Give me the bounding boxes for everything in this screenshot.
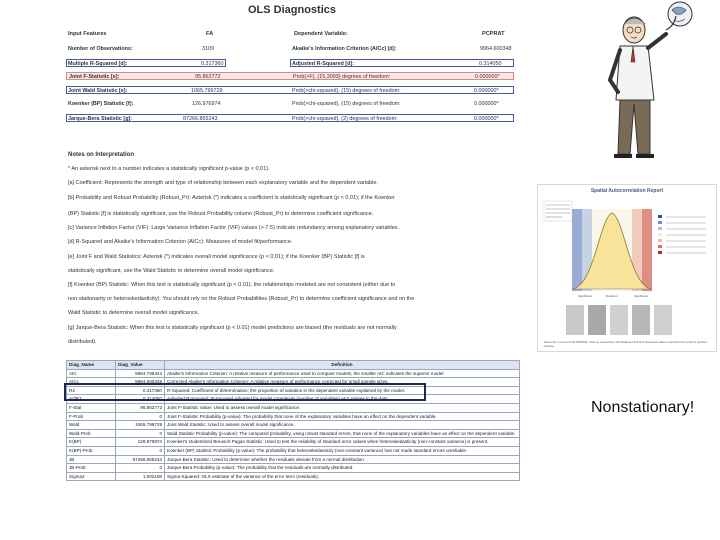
note-line: [a] Coefficient: Represents the strength and type of relationship between each explanatory variable and the dependent variable. [68, 180, 378, 186]
column-header: Diag_Value [116, 361, 165, 370]
note-line: [e] Joint F and Wald Statistics: Asterisk (*) indicates overall model significance (p < 0.01); if the Koenker (BP) Statistic [f] is [68, 254, 365, 260]
row-label: Number of Observations: [68, 46, 133, 52]
diag-definition: Joint F-Statistic Probability (p-value): The probability that none of the explanatory variables have an effect on the dependent variable. [165, 412, 520, 421]
table-header-row [67, 361, 520, 370]
table-row [67, 472, 520, 481]
diag-value: 9964.798343 [116, 369, 165, 378]
note-line: (BP) Statistic [f] is statistically significant, use the Robust Probability column (Robust_Pr) to determine coefficient significance. [68, 211, 374, 217]
report-title: Spatial Autocorrelation Report [590, 188, 664, 194]
ols-row-joint-wald [66, 86, 514, 94]
note-line: [b] Probability and Robust Probability (Robust_Pr): Asterisk (*) indicates a coefficient is statistically significant (p < 0.01); if the Koenker [68, 195, 395, 201]
diag-value: 1.002108 [116, 472, 165, 481]
row-label: Koenker (BP) Statistic [f]: [68, 101, 134, 107]
diag-name: JB [67, 455, 116, 464]
row-value: 3109 [202, 46, 214, 52]
row-label: Joint Wald Statistic [e]: [68, 88, 128, 94]
header-dependent-variable-label: Dependent Variable: [294, 31, 348, 37]
r-squared-highlight-box [64, 383, 426, 401]
diag-name: K(BP) [67, 438, 116, 447]
diag-value: 0 [116, 412, 165, 421]
header-input-features-label: Input Features [68, 31, 107, 37]
diag-definition: Jarque-Bera Probability (p-value): The probability that the residuals are normally distributed. [165, 464, 520, 473]
ols-row-r-squared-left [66, 59, 226, 67]
diag-value: 1065.799729 [116, 421, 165, 430]
row-value: 126.976974 [192, 101, 221, 107]
row-right-label: Adjusted R-Squared [d]: [292, 61, 354, 67]
row-value: 1065.799729 [191, 88, 223, 94]
row-right-value: 9964.600348 [480, 46, 512, 52]
diag-value: 0 [116, 464, 165, 473]
header-input-features-value: FA [206, 31, 214, 37]
row-label: Multiple R-Squared [d]: [68, 61, 128, 67]
header-dependent-variable-value: PCPRAT [482, 31, 505, 37]
ols-row-koenker [66, 100, 514, 108]
diag-definition: Wald Statistic Probability (p-value): The computed probability, using robust standard errors, that none of the explanatory variables have an effect on the dependent variable. [165, 429, 520, 438]
row-right-label: Prob(>chi-squared), (2) degrees of freedom: [292, 116, 398, 122]
notes-heading: Notes on Interpretation [68, 152, 135, 158]
diag-name: Wald-Prob [67, 429, 116, 438]
professor-cartoon-illustration [596, 0, 698, 162]
diag-value: 95.862772 [116, 403, 165, 412]
ols-title: OLS Diagnostics [247, 4, 337, 16]
diag-definition: Joint F-Statistic Value: Used to assess overall model significance. [165, 403, 520, 412]
diag-name: AdjR2 [67, 395, 116, 404]
ols-row-joint-f [66, 72, 514, 80]
diag-definition: Adjusted R-Squared: R-Squared adjusted for model complexity (number of variables) as it relates to the data. [165, 395, 520, 404]
diag-definition: Joint Wald Statistic: Used to assess overall model significance. [165, 421, 520, 430]
diag-name: F-Prob [67, 412, 116, 421]
svg-text:Significant: Significant [578, 294, 592, 298]
row-label: Jarque-Bera Statistic [g]: [68, 116, 133, 122]
diag-value: 9964.600348 [116, 378, 165, 387]
diag-name: F-Stat [67, 403, 116, 412]
diag-definition: R-Squared: Coefficient of determination; the proportion of variation in the dependent variable explained by the model. [165, 386, 520, 395]
row-right-value: 0.000000* [475, 74, 500, 80]
diag-value: 126.976974 [116, 438, 165, 447]
report-footer-text: Given the z-score of 18.4699491, there is a less than 1% likelihood that this clustered pattern could be the result of random chance. [544, 340, 708, 348]
note-line: * An asterisk next to a number indicates a statistically significant p-value (p < 0.01). [68, 166, 270, 172]
column-header: Diag_Name [67, 361, 116, 370]
note-line: Wald Statistic to determine overall model significance. [68, 310, 200, 316]
diag-value: 0 [116, 446, 165, 455]
table-row [67, 455, 520, 464]
diag-name: Wald [67, 421, 116, 430]
diag-definition: Corrected Akaike's Information Criterion: A relative measure of performance corrected for small sample sizes. [165, 378, 520, 387]
diag-definition: Jarque-Bera Statistic: Used to determine whether the residuals deviate from a normal distribution. [165, 455, 520, 464]
row-value: 87266.865243 [183, 116, 218, 122]
diag-name: Sigma2 [67, 472, 116, 481]
diag-name: AICc [67, 378, 116, 387]
note-line: non-stationarity or heteroskedasticity). You should rely on the Robust Probabilities (Robust_Pr) to determine coefficient significance and on the [68, 296, 415, 302]
ols-diagnostics-panel [66, 0, 518, 350]
ols-row-jarque-bera [66, 114, 514, 122]
svg-text:Random: Random [606, 294, 618, 298]
note-line: [g] Jarque-Bera Statistic: When this test is statistically significant (p < 0.01) model predictions are biased (the residuals are not normally [68, 325, 397, 331]
diag-definition: Sigma-Squared: OLS estimate of the variance of the error term (residuals). [165, 472, 520, 481]
note-line: [c] Variance Inflation Factor (VIF): Large Variance Inflation Factor (VIF) values (> 7.5) indicate redundancy among explanatory variables. [68, 225, 400, 231]
note-line: [f] Koenker (BP) Statistic: When this test is statistically significant (p < 0.01), the relationships modeled are not consistent (either due to [68, 282, 396, 288]
report-figure [542, 197, 712, 337]
diag-definition: Koenker (BP) Statistic Probability (p-value): The probability that heteroskedasticity (non-constant variance) has not made standard errors unreliable. [165, 446, 520, 455]
table-row [67, 369, 520, 378]
row-value: 95.862772 [195, 74, 221, 80]
diag-definition: Akaike's Information Criterion: A relative measure of performance used to compare models; the smaller AIC indicates the superior model. [165, 369, 520, 378]
note-line: statistically significant, use the Wald Statistic to determine overall model significance. [68, 268, 275, 274]
table-row [67, 429, 520, 438]
row-right-label: Prob(>chi-squared), (15) degrees of freedom: [292, 88, 401, 94]
diag-value: 87266.865243 [116, 455, 165, 464]
row-right-value: 0.000000* [474, 116, 499, 122]
row-right-value: 0.314050 [479, 61, 502, 67]
diag-name: AIC [67, 369, 116, 378]
ols-row-r-squared-right [290, 59, 514, 67]
column-header: Definition [165, 361, 520, 370]
diag-value: 0.317360 [116, 386, 165, 395]
table-row [67, 412, 520, 421]
row-right-value: 0.000000* [474, 88, 499, 94]
diag-value: 0 [116, 429, 165, 438]
table-row [67, 438, 520, 447]
table-row [67, 421, 520, 430]
row-right-value: 0.000000* [474, 101, 499, 107]
row-value: 0.317360 [201, 61, 224, 67]
row-right-label: Akaike's Information Criterion (AICc) [d]: [292, 46, 397, 52]
row-right-label: Prob(>chi-squared), (15) degrees of freedom: [292, 101, 401, 107]
svg-text:Significant: Significant [634, 294, 648, 298]
diag-value: 0.314050 [116, 395, 165, 404]
diag-name: K(BP)-Prob [67, 446, 116, 455]
diagnostics-definitions-table [66, 360, 520, 481]
row-right-label: Prob(>F), (15,3093) degrees of freedom: [293, 74, 391, 80]
table-row [67, 446, 520, 455]
table-row [67, 403, 520, 412]
note-line: [d] R-Squared and Akaike's Information Criterion (AICc): Measures of model fit/performance. [68, 239, 293, 245]
note-line: distributed). [68, 339, 97, 345]
row-label: Joint F-Statistic [e]: [69, 74, 120, 80]
nonstationary-caption: Nonstationary! [591, 399, 695, 416]
diag-definition: Koenker's studentized Breusch-Pagan Statistic: Used to test the reliability of standard error values when heteroskedasticity (non-constant variance) is present. [165, 438, 520, 447]
spatial-autocorrelation-report [537, 184, 717, 352]
diag-name: JB-Prob [67, 464, 116, 473]
diag-name: R2 [67, 386, 116, 395]
ols-row-observations [66, 45, 514, 53]
table-row [67, 464, 520, 473]
